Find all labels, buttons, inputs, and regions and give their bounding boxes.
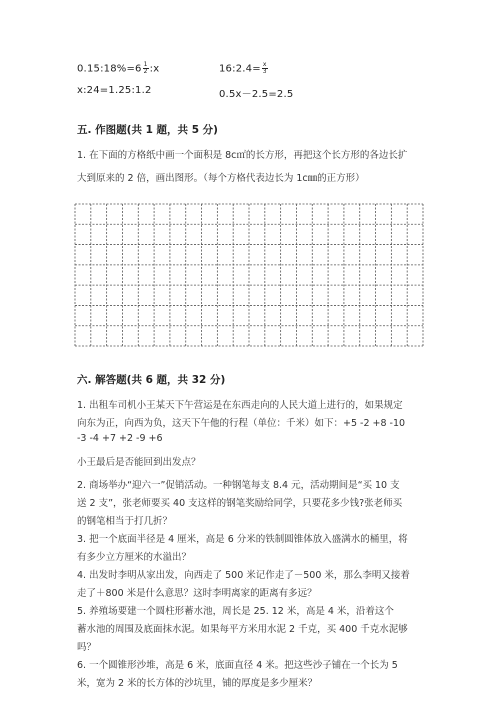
section-6-q1-line-3: -3 -4 +7 +2 -9 +6 bbox=[77, 433, 163, 444]
section-6-q5-line-2: 蓄水池的周围及底面抹水泥。如果每平方米用水泥 2 千克，买 400 千克水泥够 bbox=[77, 624, 408, 635]
section-6-q4-line-2: 走了＋800 米是什么意思？这时李明离家的距离有多远？ bbox=[77, 588, 317, 599]
section-6-title: 六. 解答题(共 6 题，共 32 分) bbox=[77, 374, 226, 386]
equation-1-left: 0.15:18%=6 bbox=[77, 63, 142, 75]
equation-4: 0.5x－2.5=2.5 bbox=[219, 89, 294, 100]
equation-2 bbox=[219, 62, 269, 75]
section-6-q3-line-1: 3. 把一个底面半径是 4 厘米，高是 6 分米的铁制圆锥体放入盛满水的桶里，将 bbox=[77, 534, 408, 545]
section-6-q4-line-1: 4. 出发时李明从家出发，向西走了 500 米记作走了－500 米，那么李明又接着 bbox=[77, 570, 410, 581]
section-6-q5-line-1: 5. 养殖场要建一个圆柱形蓄水池，周长是 25. 12 米，高是 4 米，沿着这个 bbox=[77, 606, 394, 617]
equation-1-right: :x bbox=[149, 63, 160, 75]
section-6-q6-line-1: 6. 一个圆锥形沙堆，高是 6 米，底面直径 4 米。把这些沙子铺在一个长为 5 bbox=[77, 660, 398, 671]
equation-3: x:24=1.25:1.2 bbox=[77, 85, 152, 96]
equation-1 bbox=[77, 62, 159, 75]
equation-2-fraction: $\frac{x}{3}$ bbox=[262, 61, 267, 75]
section-6-q2-line-1: 2. 商场举办“迎六一”促销活动。一种钢笔每支 8.4 元，活动期间是“买 10 支 bbox=[77, 480, 400, 491]
section-6-q1-line-4: 小王最后是否能回到出发点？ bbox=[77, 457, 201, 468]
section-6-q3-line-2: 有多少立方厘米的水溢出？ bbox=[77, 552, 192, 563]
section-5-q1-line-2: 大到原来的 2 倍，画出图形。（每个方格代表边长为 1c㎜的正方形） bbox=[77, 173, 365, 184]
section-6-q2-line-2: 送 2 支”，张老师要买 40 支这样的钢笔奖励给同学，只要花多少钱?张老师买 bbox=[77, 498, 403, 509]
grid-paper bbox=[74, 203, 424, 347]
section-6-q1-line-1: 1. 出租车司机小王某天下午营运是在东西走向的人民大道上进行的，如果规定 bbox=[77, 400, 403, 411]
equation-1-fraction: $\frac{1}{2}$ bbox=[143, 61, 148, 75]
section-5-q1-line-1: 1. 在下面的方格纸中画一个面积是 8c㎡的长方形，再把这个长方形的各边长扩 bbox=[77, 150, 408, 161]
equation-2-left: 16:2.4= bbox=[219, 63, 261, 75]
section-6-q6-line-2: 米，宽为 2 米的长方体的沙坑里，铺的厚度是多少厘米？ bbox=[77, 678, 318, 689]
section-6-q5-line-3: 吗？ bbox=[77, 642, 97, 653]
section-6-q1-line-2: 向东为正，向西为负，这天下午他的行程（单位：千米）如下：+5 -2 +8 -10 bbox=[77, 418, 406, 429]
section-6-q2-line-3: 的钢笔相当于打几折？ bbox=[77, 516, 173, 527]
section-5-title: 五. 作图题(共 1 题，共 5 分) bbox=[77, 124, 218, 136]
